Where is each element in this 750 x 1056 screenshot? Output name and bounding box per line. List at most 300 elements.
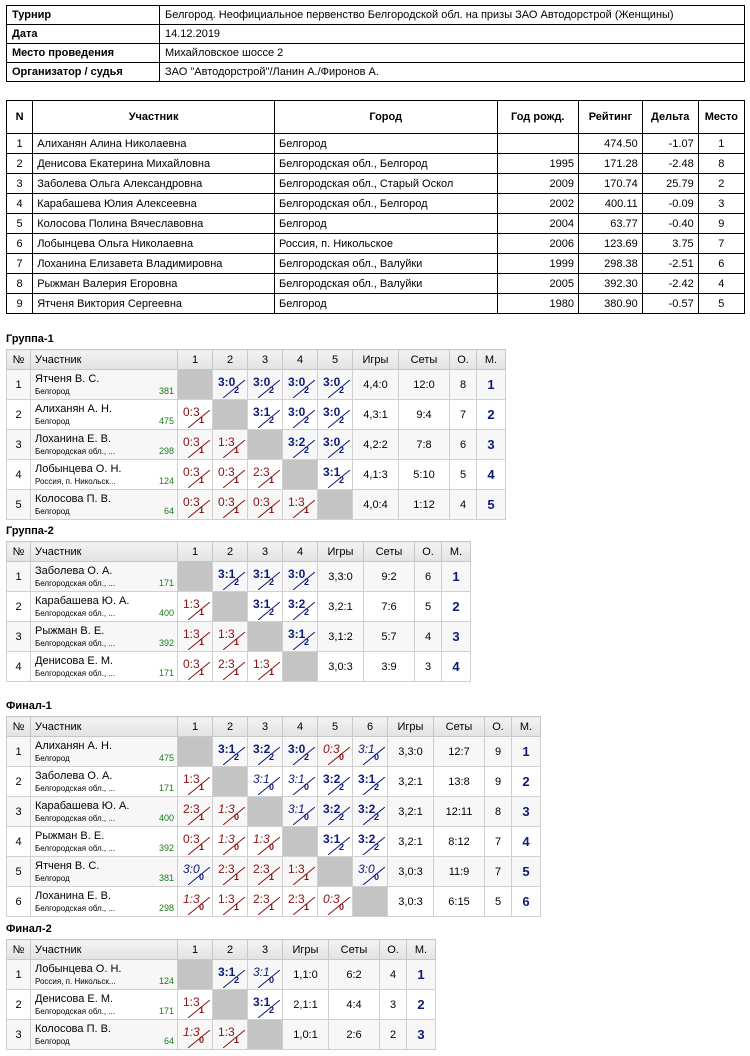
group-points: 5 — [450, 460, 477, 490]
participant-cell: 7 — [698, 234, 744, 254]
group-player-cell — [31, 592, 178, 622]
match-points: 2 — [269, 577, 275, 587]
match-score-value: 0:3 — [183, 435, 200, 449]
match-result-cell — [213, 827, 248, 857]
match-score — [178, 400, 212, 429]
group-header-points: О. — [380, 940, 407, 960]
match-score-value: 1:3 — [253, 657, 270, 671]
player-rating: 392 — [158, 843, 174, 853]
participant-cell: Белгородская обл., Белгород — [274, 154, 497, 174]
match-result-cell — [213, 460, 248, 490]
match-score — [318, 460, 352, 489]
match-score — [353, 767, 387, 796]
group-games: 4,0:4 — [353, 490, 399, 520]
player-name: Колосова П. В. — [35, 493, 111, 505]
match-result-cell — [248, 592, 283, 622]
group-header-opponent: 3 — [248, 350, 283, 370]
group-header-row — [7, 350, 506, 370]
match-result-cell — [178, 460, 213, 490]
player-city: Белгородская обл., ... — [35, 447, 116, 456]
info-value: Белгород. Неофициальное первенство Белгородской обл. на призы ЗАО Автодорстрой (Женщины) — [160, 6, 745, 25]
group-header-opponent: 6 — [353, 717, 388, 737]
match-score — [178, 767, 212, 796]
match-points: 2 — [304, 385, 310, 395]
match-score — [178, 797, 212, 826]
player-rating: 124 — [158, 476, 174, 486]
group-header-games: Игры — [318, 542, 364, 562]
match-points: 2 — [374, 842, 380, 852]
group-row — [7, 737, 541, 767]
participants-header: Дельта — [642, 101, 698, 134]
match-score-value: 0:3 — [183, 405, 200, 419]
group-sets: 12:11 — [434, 797, 485, 827]
match-result-cell — [318, 737, 353, 767]
participant-cell: 2 — [698, 174, 744, 194]
match-score — [248, 490, 282, 519]
group-place: 1 — [477, 370, 506, 400]
group-place: 2 — [477, 400, 506, 430]
match-points: 0 — [269, 782, 275, 792]
player-rating: 392 — [158, 638, 174, 648]
match-score — [248, 887, 282, 916]
match-score — [283, 797, 317, 826]
match-score-value: 1:3 — [288, 862, 305, 876]
participant-cell: 3.75 — [642, 234, 698, 254]
match-score — [178, 430, 212, 459]
participant-cell: 8 — [698, 154, 744, 174]
match-score — [283, 592, 317, 621]
group-row — [7, 1020, 436, 1050]
match-score-value: 3:0 — [183, 862, 200, 876]
group-table — [6, 939, 436, 1050]
self-match-cell — [318, 490, 353, 520]
match-points: 0 — [339, 902, 345, 912]
match-points: 2 — [269, 415, 275, 425]
group-row — [7, 562, 471, 592]
match-score — [248, 737, 282, 766]
match-result-cell — [353, 827, 388, 857]
group-header-opponent: 4 — [283, 717, 318, 737]
group-row-num: 1 — [7, 370, 31, 400]
player-city: Белгородская обл., ... — [35, 579, 116, 588]
match-score — [178, 652, 212, 681]
match-score-value: 1:3 — [288, 495, 305, 509]
player-city: Белгородская обл., ... — [35, 609, 116, 618]
match-score-value: 3:1 — [253, 965, 270, 979]
match-points: 1 — [199, 667, 205, 677]
participants-header: Место — [698, 101, 744, 134]
participant-cell: -2.48 — [642, 154, 698, 174]
match-score — [213, 797, 247, 826]
participant-cell: Карабашева Юлия Алексеевна — [33, 194, 275, 214]
group-points: 4 — [415, 622, 442, 652]
participant-cell: Белгородская обл., Валуйки — [274, 274, 497, 294]
self-match-cell — [248, 430, 283, 460]
info-value: ЗАО "Автодорстрой"/Ланин А./Фиронов А. — [160, 63, 745, 82]
participants-header: Участник — [33, 101, 275, 134]
player-name: Заболева О. А. — [35, 565, 113, 577]
self-match-cell — [248, 622, 283, 652]
player-city: Белгород — [35, 417, 70, 426]
match-points: 1 — [199, 607, 205, 617]
group-player-cell — [31, 400, 178, 430]
match-points: 0 — [304, 782, 310, 792]
match-points: 2 — [374, 782, 380, 792]
match-result-cell — [283, 887, 318, 917]
match-score-value: 1:3 — [218, 802, 235, 816]
participant-row — [7, 234, 745, 254]
player-rating: 475 — [158, 416, 174, 426]
group-header-player: Участник — [31, 940, 178, 960]
player-name: Рыжман В. Е. — [35, 830, 105, 842]
group-sets: 12:7 — [434, 737, 485, 767]
group-table — [6, 541, 471, 682]
match-score-value: 3:1 — [218, 567, 236, 581]
player-rating: 171 — [158, 1006, 174, 1016]
participant-row — [7, 294, 745, 314]
participant-cell: 3 — [7, 174, 33, 194]
match-result-cell — [283, 370, 318, 400]
match-score-value: 3:1 — [253, 772, 270, 786]
match-points: 0 — [304, 812, 310, 822]
match-score-value: 2:3 — [253, 862, 270, 876]
match-result-cell — [283, 767, 318, 797]
match-score — [248, 370, 282, 399]
match-score — [213, 887, 247, 916]
group-header-opponent: 3 — [248, 940, 283, 960]
match-result-cell — [178, 990, 213, 1020]
player-city: Белгородская обл., ... — [35, 669, 116, 678]
player-city: Белгород — [35, 754, 70, 763]
player-name: Лоханина Е. В. — [35, 890, 112, 902]
participant-row — [7, 174, 745, 194]
match-score — [248, 857, 282, 886]
player-rating: 400 — [158, 608, 174, 618]
match-points: 0 — [234, 842, 240, 852]
group-row — [7, 430, 506, 460]
group-place: 4 — [477, 460, 506, 490]
match-result-cell — [318, 767, 353, 797]
match-points: 2 — [374, 812, 380, 822]
match-result-cell — [178, 827, 213, 857]
group-row — [7, 592, 471, 622]
self-match-cell — [283, 460, 318, 490]
match-score-value: 1:3 — [253, 832, 270, 846]
group-row-num: 4 — [7, 460, 31, 490]
group-sets: 1:12 — [399, 490, 450, 520]
match-result-cell — [318, 400, 353, 430]
match-points: 0 — [199, 872, 205, 882]
match-points: 2 — [269, 607, 275, 617]
participant-cell: 171.28 — [579, 154, 643, 174]
match-score — [213, 490, 247, 519]
match-points: 2 — [339, 842, 345, 852]
participant-cell: Белгородская обл., Валуйки — [274, 254, 497, 274]
group-sets: 13:8 — [434, 767, 485, 797]
group-header-row — [7, 542, 471, 562]
group-points: 7 — [485, 827, 512, 857]
participant-cell: 5 — [7, 214, 33, 234]
participants-table — [6, 100, 745, 314]
match-points: 2 — [339, 415, 345, 425]
match-result-cell — [248, 827, 283, 857]
group-sets: 12:0 — [399, 370, 450, 400]
match-result-cell — [248, 400, 283, 430]
group-player-cell — [31, 827, 178, 857]
match-points: 2 — [339, 475, 345, 485]
self-match-cell — [213, 990, 248, 1020]
match-score — [248, 960, 282, 989]
info-row — [7, 44, 745, 63]
group-header-opponent: 1 — [178, 940, 213, 960]
group-points: 7 — [450, 400, 477, 430]
match-score — [178, 990, 212, 1019]
participant-cell: 6 — [698, 254, 744, 274]
group-row-num: 6 — [7, 887, 31, 917]
self-match-cell — [283, 652, 318, 682]
match-score-value: 3:0 — [323, 375, 341, 389]
match-points: 2 — [339, 445, 345, 455]
group-row — [7, 857, 541, 887]
participant-row — [7, 214, 745, 234]
match-score — [248, 990, 282, 1019]
group-header-player: Участник — [31, 542, 178, 562]
participant-cell: Лобынцева Ольга Николаевна — [33, 234, 275, 254]
participant-cell: 2006 — [497, 234, 579, 254]
self-match-cell — [213, 400, 248, 430]
participant-cell: -0.57 — [642, 294, 698, 314]
self-match-cell — [178, 562, 213, 592]
match-points: 2 — [234, 577, 240, 587]
group-place: 4 — [512, 827, 541, 857]
match-points: 2 — [269, 752, 275, 762]
match-result-cell — [318, 460, 353, 490]
match-score — [213, 652, 247, 681]
group-player-cell — [31, 737, 178, 767]
match-score — [318, 370, 352, 399]
match-score — [353, 797, 387, 826]
participant-cell: 25.79 — [642, 174, 698, 194]
group-header-opponent: 3 — [248, 717, 283, 737]
match-result-cell — [213, 960, 248, 990]
participant-cell: 170.74 — [579, 174, 643, 194]
match-score-value: 3:0 — [288, 375, 306, 389]
group-games: 3,2:1 — [388, 827, 434, 857]
group-games: 3,2:1 — [388, 797, 434, 827]
participant-cell: 5 — [698, 294, 744, 314]
match-score — [283, 490, 317, 519]
match-score — [248, 592, 282, 621]
player-name: Лоханина Е. В. — [35, 433, 112, 445]
match-result-cell — [178, 652, 213, 682]
match-result-cell — [248, 737, 283, 767]
match-points: 1 — [199, 505, 205, 515]
match-score — [318, 887, 352, 916]
group-place: 3 — [407, 1020, 436, 1050]
participant-cell: 4 — [698, 274, 744, 294]
match-score-value: 3:0 — [288, 742, 306, 756]
group-sets: 5:7 — [364, 622, 415, 652]
match-result-cell — [248, 990, 283, 1020]
player-name: Карабашева Ю. А. — [35, 595, 130, 607]
match-score-value: 0:3 — [218, 465, 235, 479]
participants-header: Рейтинг — [579, 101, 643, 134]
participant-cell: 380.90 — [579, 294, 643, 314]
match-score-value: 3:0 — [323, 435, 341, 449]
match-score-value: 3:1 — [218, 965, 236, 979]
match-score-value: 1:3 — [218, 435, 235, 449]
match-score-value: 1:3 — [183, 892, 200, 906]
group-sets: 7:6 — [364, 592, 415, 622]
match-result-cell — [213, 857, 248, 887]
match-points: 1 — [199, 1005, 205, 1015]
match-score-value: 1:3 — [218, 892, 235, 906]
participant-row — [7, 274, 745, 294]
group-player-cell — [31, 857, 178, 887]
match-score — [178, 592, 212, 621]
match-result-cell — [353, 767, 388, 797]
player-city: Белгородская обл., ... — [35, 784, 116, 793]
group-header-opponent: 1 — [178, 542, 213, 562]
match-points: 1 — [304, 505, 310, 515]
match-score-value: 2:3 — [253, 465, 270, 479]
self-match-cell — [213, 767, 248, 797]
match-score-value: 1:3 — [183, 772, 200, 786]
group-points: 6 — [415, 562, 442, 592]
match-score-value: 2:3 — [183, 802, 200, 816]
player-name: Лобынцева О. Н. — [35, 463, 122, 475]
group-sets: 5:10 — [399, 460, 450, 490]
match-points: 2 — [304, 445, 310, 455]
match-result-cell — [178, 400, 213, 430]
group-header-games: Игры — [353, 350, 399, 370]
match-score-value: 1:3 — [183, 1025, 200, 1039]
group-header-points: О. — [450, 350, 477, 370]
player-rating: 381 — [158, 386, 174, 396]
group-header-opponent: 2 — [213, 542, 248, 562]
match-points: 1 — [234, 637, 240, 647]
group-points: 3 — [380, 990, 407, 1020]
participant-cell: Колосова Полина Вячеславовна — [33, 214, 275, 234]
match-result-cell — [283, 562, 318, 592]
match-score — [213, 737, 247, 766]
group-row — [7, 767, 541, 797]
group-player-cell — [31, 887, 178, 917]
match-score-value: 3:1 — [253, 405, 271, 419]
match-result-cell — [248, 887, 283, 917]
participant-cell: 2009 — [497, 174, 579, 194]
group-points: 4 — [380, 960, 407, 990]
match-score-value: 3:0 — [253, 375, 271, 389]
participant-cell: 63.77 — [579, 214, 643, 234]
match-score — [213, 430, 247, 459]
match-points: 2 — [304, 752, 310, 762]
match-result-cell — [318, 430, 353, 460]
group-header-games: Игры — [388, 717, 434, 737]
match-score — [213, 857, 247, 886]
group-row-num: 2 — [7, 592, 31, 622]
player-name: Колосова П. В. — [35, 1023, 111, 1035]
player-name: Рыжман В. Е. — [35, 625, 105, 637]
participant-cell: 1 — [7, 134, 33, 154]
match-score-value: 3:1 — [358, 742, 375, 756]
match-points: 2 — [304, 607, 310, 617]
group-header-opponent: 2 — [213, 717, 248, 737]
participants-header: N — [7, 101, 33, 134]
match-score — [213, 827, 247, 856]
player-city: Белгородская обл., ... — [35, 844, 116, 853]
player-name: Ятченя В. С. — [35, 373, 100, 385]
participant-row — [7, 154, 745, 174]
group-sets: 6:15 — [434, 887, 485, 917]
match-score-value: 0:3 — [218, 495, 235, 509]
match-result-cell — [283, 400, 318, 430]
match-result-cell — [213, 737, 248, 767]
group-row — [7, 990, 436, 1020]
group-player-cell — [31, 562, 178, 592]
match-result-cell — [353, 797, 388, 827]
player-rating: 124 — [158, 976, 174, 986]
group-header-opponent: 4 — [283, 350, 318, 370]
match-score-value: 1:3 — [218, 832, 235, 846]
participant-cell: -0.09 — [642, 194, 698, 214]
info-label: Организатор / судья — [7, 63, 160, 82]
match-result-cell — [318, 797, 353, 827]
match-points: 0 — [374, 752, 380, 762]
match-score-value: 2:3 — [288, 892, 305, 906]
match-score — [178, 490, 212, 519]
group-header-place: М. — [407, 940, 436, 960]
group-row-num: 5 — [7, 857, 31, 887]
group-row-num: 5 — [7, 490, 31, 520]
participant-cell: -2.51 — [642, 254, 698, 274]
group-row-num: 2 — [7, 400, 31, 430]
participant-cell: Белгородская обл., Старый Оскол — [274, 174, 497, 194]
match-result-cell — [178, 490, 213, 520]
match-score-value: 3:2 — [358, 832, 376, 846]
match-result-cell — [213, 490, 248, 520]
group-title: Финал-1 — [6, 700, 52, 712]
player-rating: 64 — [163, 1036, 174, 1046]
match-result-cell — [178, 430, 213, 460]
participant-cell: 7 — [7, 254, 33, 274]
group-player-cell — [31, 1020, 178, 1050]
match-score-value: 2:3 — [218, 657, 235, 671]
match-result-cell — [353, 857, 388, 887]
participant-cell: Лоханина Елизавета Владимировна — [33, 254, 275, 274]
match-score — [178, 1020, 212, 1049]
match-score — [213, 370, 247, 399]
group-header-opponent: 1 — [178, 350, 213, 370]
player-city: Белгородская обл., ... — [35, 814, 116, 823]
self-match-cell — [353, 887, 388, 917]
participant-cell: Белгород — [274, 134, 497, 154]
match-points: 0 — [234, 812, 240, 822]
player-name: Алиханян А. Н. — [35, 740, 113, 752]
group-header-place: М. — [477, 350, 506, 370]
match-points: 1 — [199, 415, 205, 425]
participants-header: Город — [274, 101, 497, 134]
group-header-row — [7, 940, 436, 960]
group-header-opponent: 5 — [318, 717, 353, 737]
group-row — [7, 460, 506, 490]
participant-cell: 1980 — [497, 294, 579, 314]
player-name: Карабашева Ю. А. — [35, 800, 130, 812]
match-points: 1 — [234, 445, 240, 455]
info-label: Дата — [7, 25, 160, 44]
group-place: 1 — [407, 960, 436, 990]
player-city: Белгород — [35, 874, 70, 883]
